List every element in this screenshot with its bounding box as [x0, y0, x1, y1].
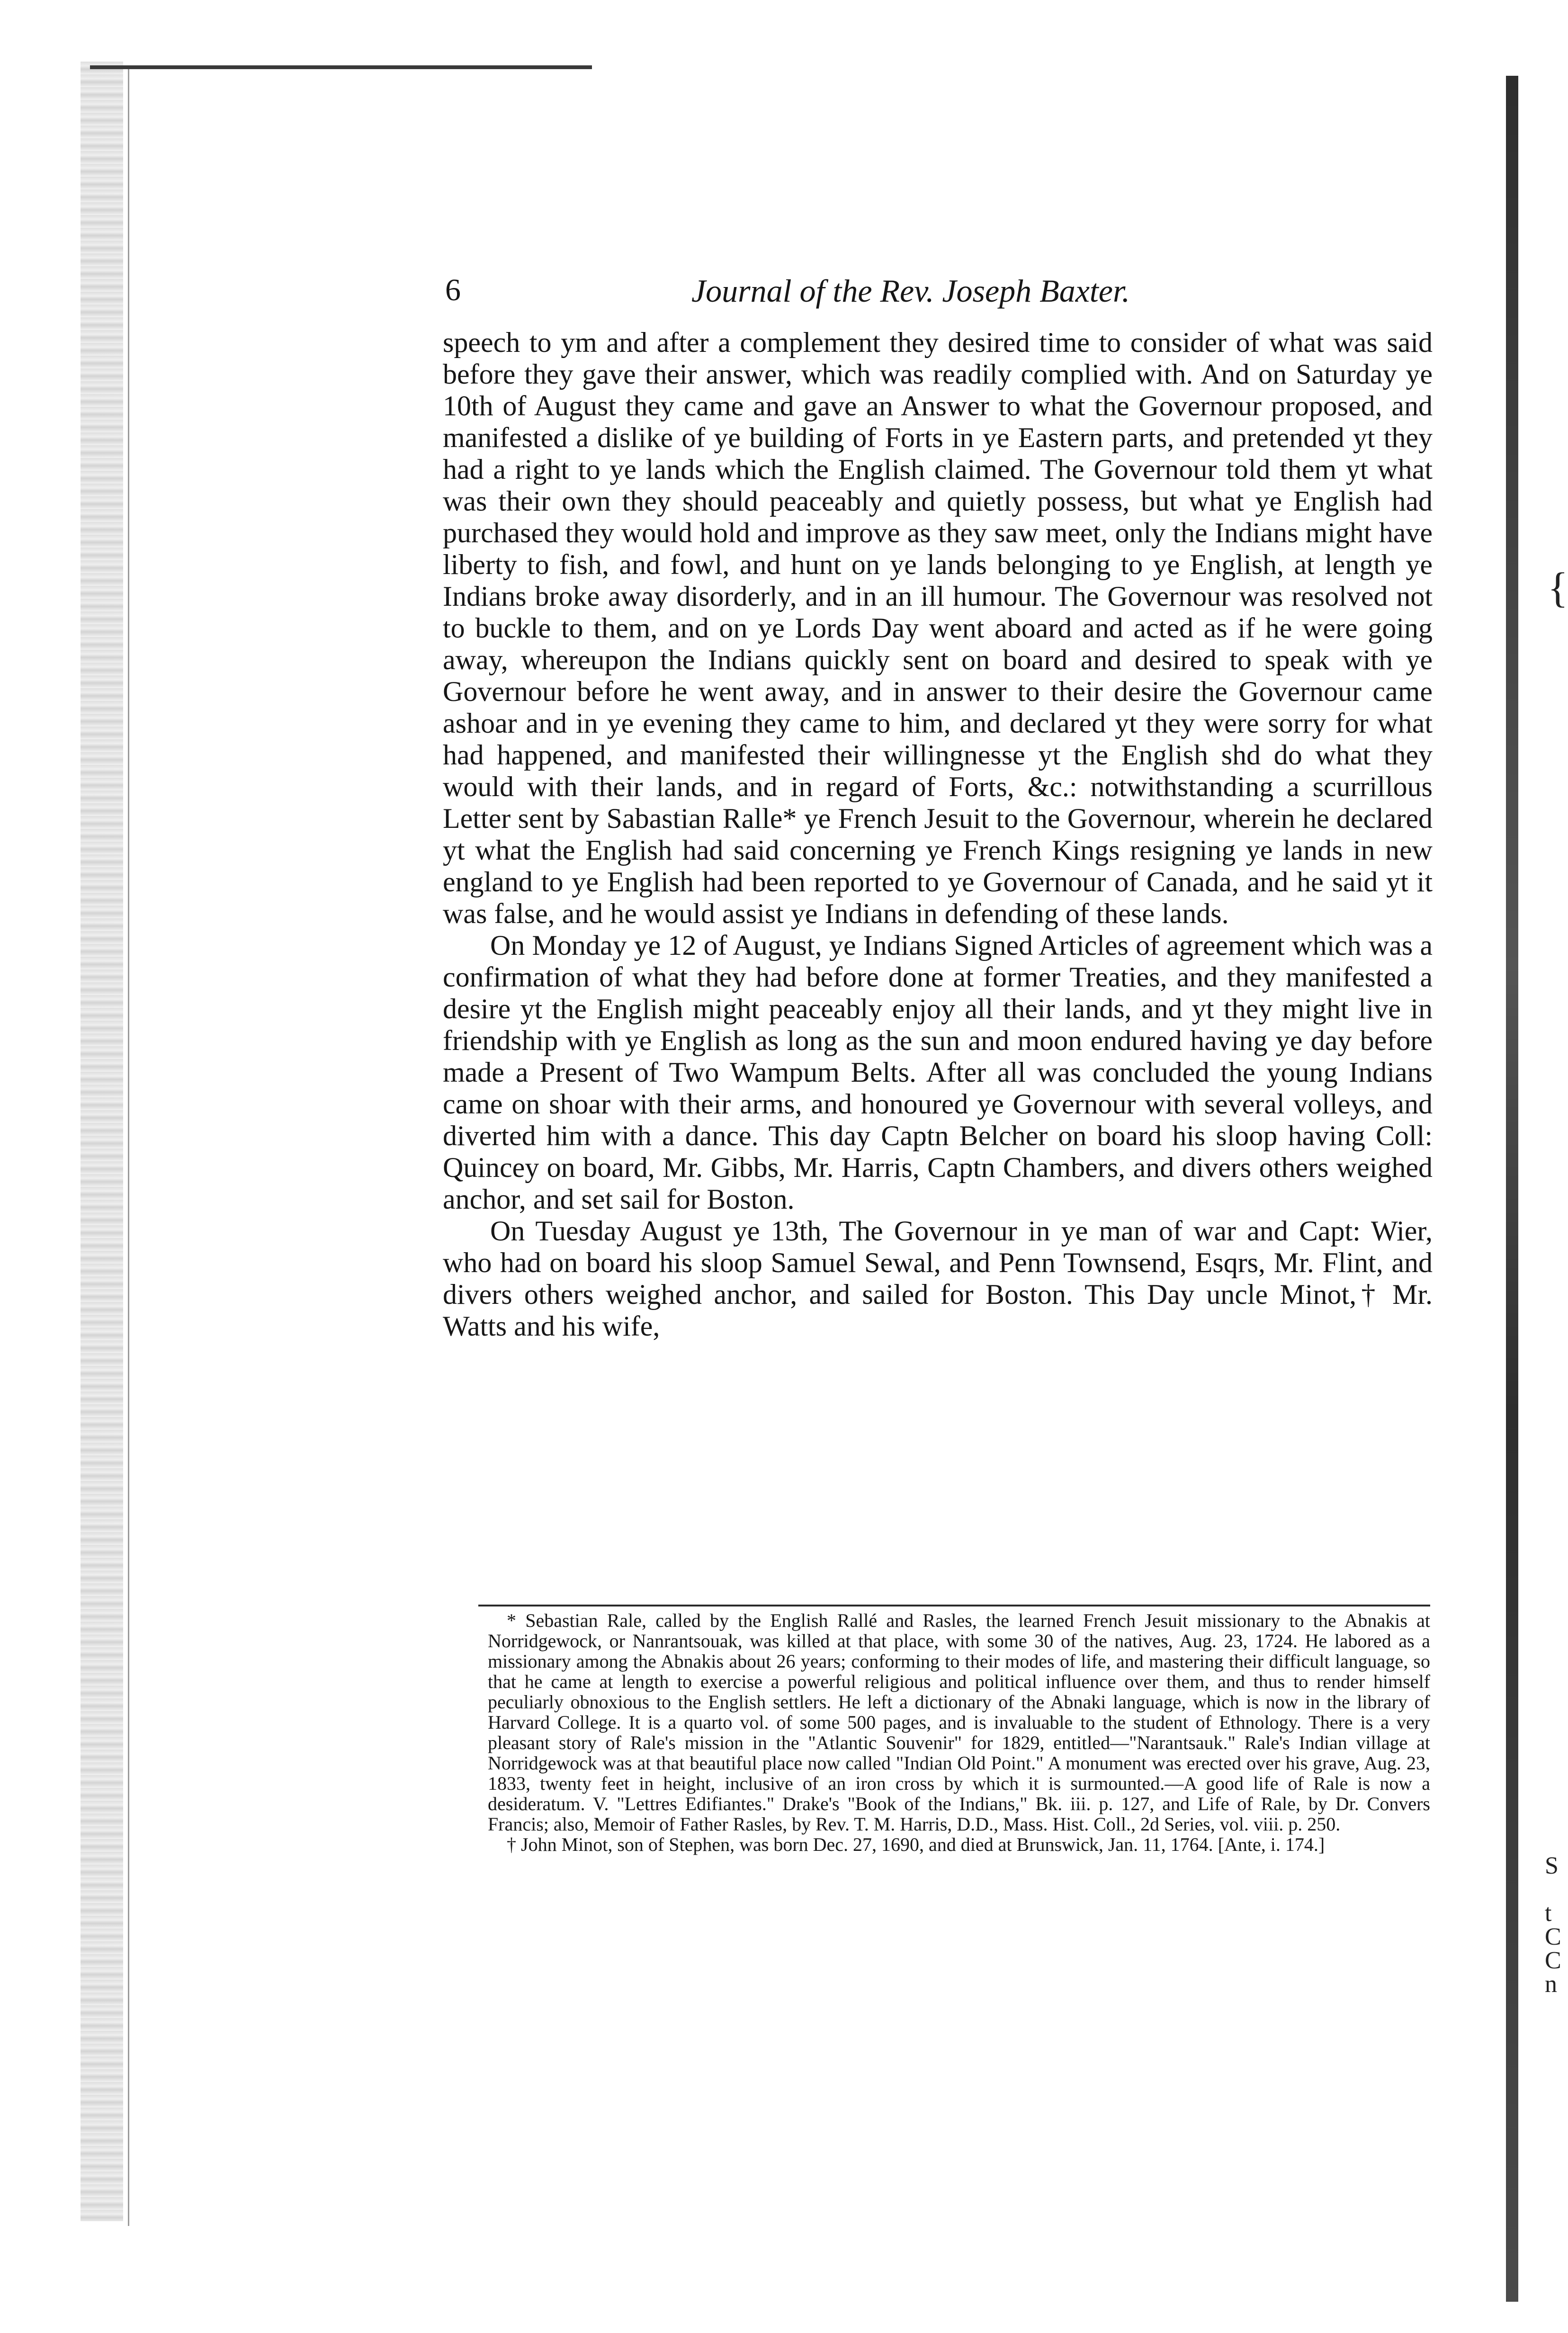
left-margin-rule — [128, 66, 129, 2226]
edge-fragment-5: n — [1545, 1971, 1557, 1998]
edge-fragment-3: C — [1545, 1923, 1561, 1950]
top-scan-rule — [90, 65, 592, 69]
running-title: Journal of the Rev. Joseph Baxter. — [691, 273, 1130, 309]
edge-fragment-4: C — [1545, 1947, 1561, 1974]
page-number: 6 — [445, 273, 461, 307]
edge-fragment-2: t — [1545, 1900, 1552, 1927]
body-paragraph: speech to ym and after a complement they desired time to consider of what was said before they gave their answer, which was readily complied with. And on Saturday ye 10th of August they came and gave an Answer to what the Governour proposed, and manifested a dislike of ye building of Forts in ye Eastern parts, and pretended yt they had a right to ye lands which the English claimed. The Governour told them yt what was their own they should peaceably and quietly possess, but what ye English had purchased they would hold and improve as they saw meet, only the Indians might have liberty to fish, and fowl, and hunt on ye lands belonging to ye English, at length ye Indians broke away disorderly, and in an ill humour. The Governour was resolved not to buckle to them, and on ye Lords Day went aboard and acted as if he were going away, whereupon the Indians quickly sent on board and desired to speak with ye Governour before he went away, and in answer to their desire the Governour came ashoar and in ye evening they came to him, and declared yt they were sorry for what had happened, and manifested their willingnesse yt the English shd do what they would with their lands, and in regard of Forts, &c.: notwithstanding a scurrillous Letter sent by Sabastian Ralle* ye French Jesuit to the Governour, wherein he declared yt what the English had said concerning ye French Kings resigning ye lands in new england to ye English had been reported to ye Governour of Canada, and he said yt it was false, and he would assist ye Indians in defending of these lands. — [443, 327, 1433, 929]
body-paragraph: On Monday ye 12 of August, ye Indians Signed Articles of agreement which was a confirmation of what they had before done at former Treaties, and they manifested a desire yt the English might peaceably enjoy all their lands, and yt they might live in friendship with ye English as long as the sun and moon endured having ye day before made a Present of Two Wampum Belts. After all was concluded the young Indians came on shoar with their arms, and honoured ye Governour with several volleys, and diverted him with a dance. This day Captn Belcher on board his sloop having Coll: Quincey on board, Mr. Gibbs, Mr. Harris, Captn Chambers, and divers others weighed anchor, and set sail for Boston. — [443, 930, 1433, 1215]
body-text — [443, 327, 1433, 1342]
edge-fragment-brace: { — [1548, 565, 1568, 611]
left-page-edge — [81, 62, 123, 2221]
edge-fragment-1: S — [1545, 1852, 1559, 1879]
footnote-minot: † John Minot, son of Stephen, was born Dec. 27, 1690, and died at Brunswick, Jan. 11, 1764. [Ante, i. 174.] — [507, 1834, 1325, 1855]
right-binding-shadow — [1506, 76, 1518, 2302]
footnote-divider — [478, 1605, 1430, 1606]
footnote-rale: * Sebastian Rale, called by the English Rallé and Rasles, the learned French Jesuit missionary to the Abnakis at Norridgewock, or Nanrantsouak, was killed at that place, with some 30 of the natives, Aug. 23, 1724. He labored as a missionary among the Abnakis about 26 years; conforming to their modes of life, and mastering their difficult language, so that he came at length to exercise a powerful religious and political influence over them, and thus to render himself peculiarly obnoxious to the English settlers. He left a dictionary of the Abnaki language, which is now in the library of Harvard College. It is a quarto vol. of some 500 pages, and is invaluable to the student of Ethnology. There is a very pleasant story of Rale's mission in the "Atlantic Souvenir" for 1829, entitled—"Narantsauk." Rale's Indian village at Norridgewock was at that beautiful place now called "Indian Old Point." A monument was erected over his grave, Aug. 23, 1833, twenty feet in height, inclusive of an iron cross by which it is surmounted.—A good life of Rale is now a desideratum. V. "Lettres Edifiantes." Drake's "Book of the Indians," Bk. iii. p. 127, and Life of Rale, by Dr. Convers Francis; also, Memoir of Father Rasles, by Rev. T. M. Harris, D.D., Mass. Hist. Coll., 2d Series, vol. viii. p. 250. — [488, 1610, 1430, 1835]
running-head — [445, 272, 1440, 320]
body-paragraph: On Tuesday August ye 13th, The Governour in ye man of war and Capt: Wier, who had on board his sloop Samuel Sewal, and Penn Townsend, Esqrs, Mr. Flint, and divers others weighed anchor, and sailed for Boston. This Day uncle Minot,† Mr. Watts and his wife, — [443, 1215, 1433, 1342]
footnotes — [488, 1610, 1430, 1855]
